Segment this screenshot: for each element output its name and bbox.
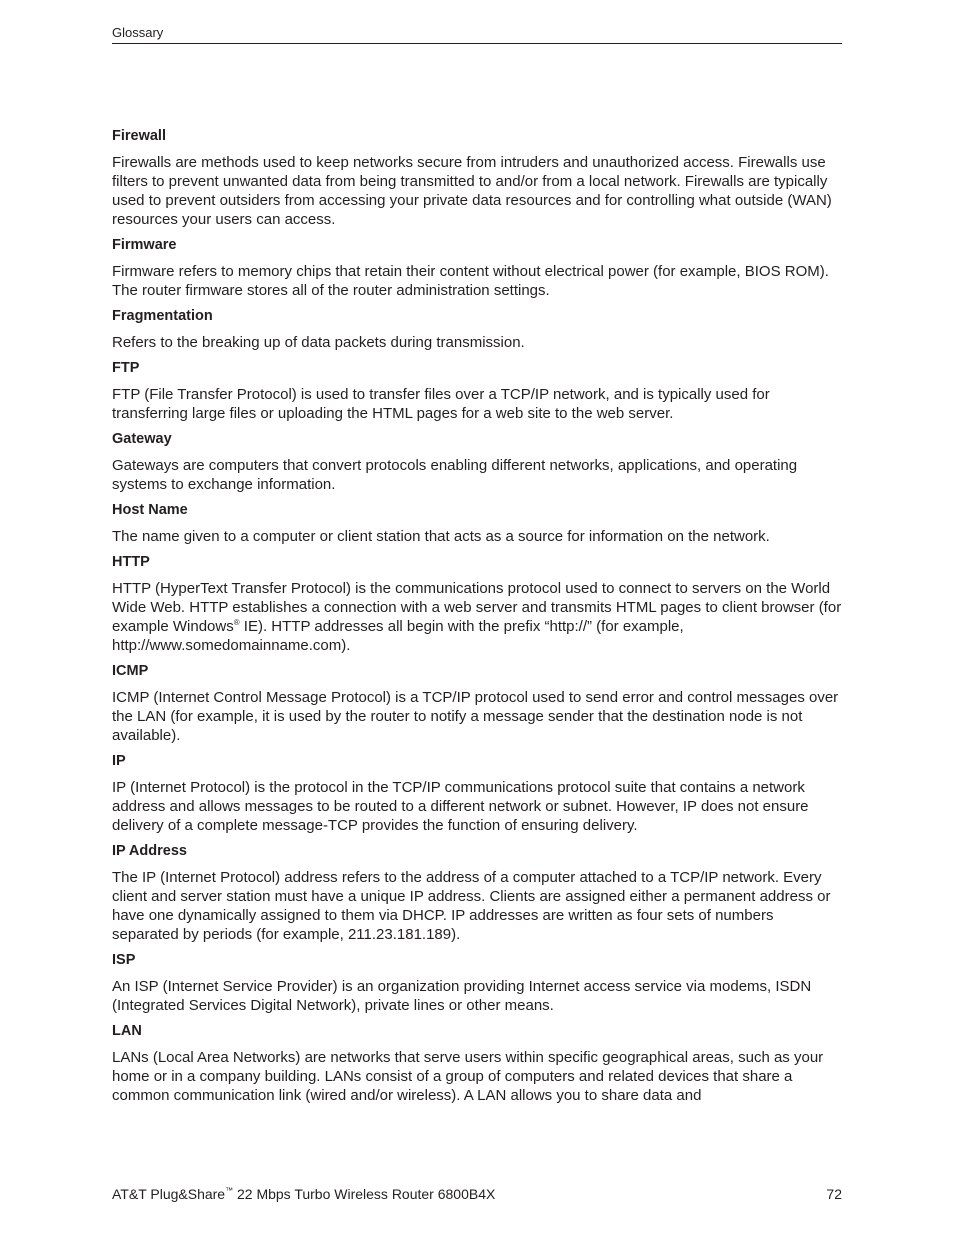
section-title: Glossary	[112, 25, 164, 40]
glossary-entry	[112, 430, 842, 494]
registered-mark: ®	[233, 618, 240, 627]
definition-text: IE). HTTP addresses all begin with the prefix “http://” (for example, http://www.somedomainname.com).	[112, 618, 684, 654]
glossary-definition: Gateways are computers that convert protocols enabling different networks, applications, and operating systems to exchange information.	[112, 457, 798, 493]
product-name-text: AT&T Plug&Share	[112, 1186, 226, 1202]
definition-text: HTTP (HyperText Transfer Protocol) is the communications protocol used to connect to servers on the World Wide Web. HTTP establishes a connection with a web server and transmits HTML pages to client browser (for example Windows	[112, 580, 842, 635]
glossary-term: LAN	[112, 1023, 142, 1039]
glossary-definition: FTP (File Transfer Protocol) is used to transfer files over a TCP/IP network, and is typically used for transferring large files or uploading the HTML pages for a web site to the web server.	[112, 386, 770, 422]
glossary-entry	[112, 307, 842, 352]
glossary-term: Firmware	[112, 237, 177, 253]
glossary-definition: Refers to the breaking up of data packets during transmission.	[112, 334, 525, 351]
glossary-term: ICMP	[112, 663, 149, 679]
glossary-entry	[112, 752, 842, 835]
glossary-term: IP	[112, 753, 126, 769]
glossary-definition: Firmware refers to memory chips that retain their content without electrical power (for example, BIOS ROM). The router firmware stores all of the router administration settings.	[112, 263, 829, 299]
running-header	[112, 25, 842, 44]
glossary-term: Firewall	[112, 128, 166, 144]
glossary-content	[112, 127, 842, 1112]
page-footer	[112, 1185, 842, 1203]
product-name-text: 22 Mbps Turbo Wireless Router 6800B4X	[233, 1186, 496, 1202]
glossary-entry	[112, 553, 842, 655]
glossary-definition: The IP (Internet Protocol) address refers to the address of a computer attached to a TCP/IP network. Every client and server station must have a unique IP address. Clients are assigned either a permanent address or have one dynamically assigned to them via DHCP. IP addresses are written as four sets of numbers separated by periods (for example, 211.23.181.189).	[112, 869, 831, 943]
glossary-term: Host Name	[112, 502, 188, 518]
glossary-definition	[112, 579, 842, 655]
glossary-term: FTP	[112, 360, 140, 376]
glossary-term: IP Address	[112, 843, 187, 859]
trademark-mark: ™	[225, 1186, 234, 1195]
glossary-entry	[112, 236, 842, 300]
glossary-definition: Firewalls are methods used to keep networks secure from intruders and unauthorized access. Firewalls use filters to prevent unwanted data from being transmitted to and/or from a local network. Firewalls are typically used to prevent outsiders from accessing your private data resources and for controlling what outside (WAN) resources your users can access.	[112, 154, 832, 228]
glossary-term: Fragmentation	[112, 308, 213, 324]
glossary-entry	[112, 1022, 842, 1105]
glossary-entry	[112, 951, 842, 1015]
glossary-definition: ICMP (Internet Control Message Protocol) is a TCP/IP protocol used to send error and control messages over the LAN (for example, it is used by the router to notify a message sender that the destination node is not available).	[112, 689, 839, 744]
glossary-term: HTTP	[112, 554, 150, 570]
glossary-entry	[112, 842, 842, 944]
glossary-definition: The name given to a computer or client station that acts as a source for information on the network.	[112, 528, 770, 545]
glossary-definition: An ISP (Internet Service Provider) is an organization providing Internet access service via modems, ISDN (Integrated Services Digital Network), private lines or other means.	[112, 978, 812, 1014]
glossary-term: ISP	[112, 952, 136, 968]
glossary-definition: LANs (Local Area Networks) are networks that serve users within specific geographical areas, such as your home or in a company building. LANs consist of a group of computers and related devices that share a common communication link (wired and/or wireless). A LAN allows you to share data and	[112, 1049, 824, 1104]
glossary-entry	[112, 127, 842, 229]
page-number: 72	[826, 1186, 842, 1202]
glossary-term: Gateway	[112, 431, 172, 447]
glossary-entry	[112, 359, 842, 423]
glossary-entry	[112, 662, 842, 745]
glossary-definition: IP (Internet Protocol) is the protocol in the TCP/IP communications protocol suite that contains a network address and allows messages to be routed to a different network or subnet. However, IP does not ensure delivery of a complete message-TCP provides the function of ensuring delivery.	[112, 779, 809, 834]
glossary-entry	[112, 501, 842, 546]
product-name	[112, 1185, 495, 1203]
